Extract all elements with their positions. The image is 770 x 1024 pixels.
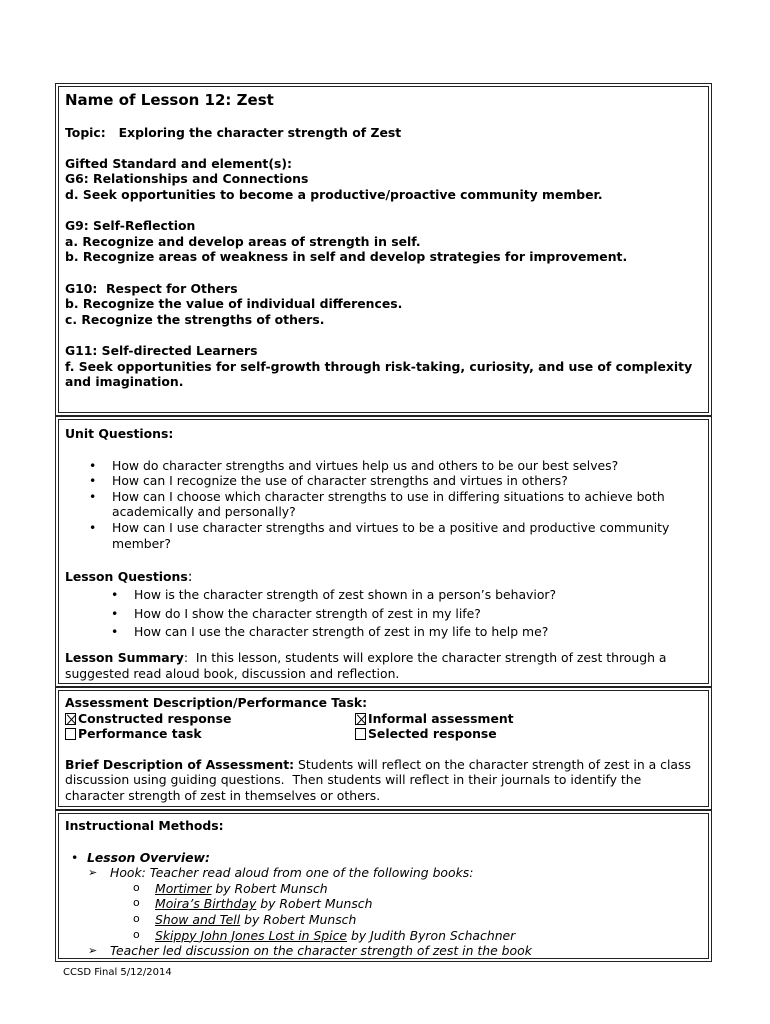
- checked-checkbox-icon[interactable]: [65, 713, 76, 725]
- assessment-heading: Assessment Description/Performance Task:: [65, 695, 368, 710]
- lesson-title: Name of Lesson 12: Zest: [65, 91, 274, 109]
- circle-bullet-icon: o: [133, 927, 140, 941]
- lesson-summary: [65, 650, 702, 681]
- checked-checkbox-icon[interactable]: [355, 713, 366, 725]
- lesson-topic: Topic: Exploring the character strength of Zest: [65, 124, 402, 140]
- lesson-question-item: • How is the character strength of zest shown in a person’s behavior?: [65, 586, 702, 605]
- lesson-info-inner: [58, 86, 709, 413]
- unit-questions-list: [65, 458, 702, 552]
- instructional-methods-inner: [58, 813, 709, 959]
- informal-assessment-option[interactable]: Informal assessment: [355, 711, 514, 727]
- hook-item: ➢ Hook: Teacher read aloud from one of the following books:: [88, 865, 474, 881]
- circle-bullet-icon: o: [133, 880, 140, 894]
- book-item: [65, 881, 702, 897]
- arrow-bullet-icon: ➢: [88, 944, 98, 958]
- g11-heading: G11: Self-directed Learners: [65, 342, 258, 358]
- instructional-methods-heading: Instructional Methods:: [65, 818, 224, 833]
- arrow-bullet-icon: ➢: [88, 866, 98, 880]
- page-footer: CCSD Final 5/12/2014: [63, 967, 172, 978]
- selected-response-option[interactable]: Selected response: [355, 726, 497, 742]
- lesson-questions-list: [65, 586, 702, 642]
- bullet-icon: •: [111, 605, 119, 621]
- instructional-methods-box: [55, 810, 712, 962]
- g10-element-b: b. Recognize the value of individual differences.: [65, 296, 403, 312]
- lesson-questions-heading: Lesson Questions: [65, 569, 188, 585]
- lesson-summary-text-cont: suggested read aloud book, discussion and reflection.: [65, 665, 400, 681]
- book-author: by Robert Munsch: [240, 911, 357, 927]
- g9-element-a: a. Recognize and develop areas of strength in self.: [65, 233, 421, 249]
- unit-question-item: • How can I recognize the use of character strengths and virtues in others?: [89, 473, 568, 489]
- bullet-icon: •: [71, 849, 79, 865]
- lesson-summary-label: Lesson Summary: [65, 650, 184, 666]
- brief-description-label: Brief Description of Assessment:: [65, 756, 295, 772]
- checkbox-icon[interactable]: [65, 728, 76, 740]
- lesson-overview-item: [65, 850, 702, 866]
- g11-block: [65, 343, 702, 390]
- g9-element-b: b. Recognize areas of weakness in self and develop strategies for improvement.: [65, 249, 628, 265]
- book-author: by Robert Munsch: [256, 896, 373, 912]
- questions-box: [55, 416, 712, 687]
- discussion-item: ➢ Teacher led discussion on the character strength of zest in the book: [88, 943, 532, 959]
- g11-element-f-cont: and imagination.: [65, 374, 184, 390]
- standards-heading: Gifted Standard and element(s):: [65, 155, 293, 171]
- lesson-info-box: [55, 83, 712, 416]
- lesson-summary-text: : In this lesson, students will explore the character strength of zest through a: [183, 650, 667, 666]
- g10-block: [65, 281, 702, 328]
- book-author: by Robert Munsch: [211, 880, 328, 896]
- bullet-icon: •: [111, 624, 119, 640]
- g10-heading: G10: Respect for Others: [65, 280, 238, 296]
- bullet-icon: •: [89, 488, 97, 504]
- unit-question-item: • How can I use character strengths and virtues to be a positive and productive community member?: [89, 519, 670, 551]
- brief-description-text-3: character strength of zest in themselves or others.: [65, 787, 381, 803]
- brief-description: [65, 757, 702, 804]
- unit-question-item: • How can I choose which character strengths to use in differing situations to achieve both academically and personally?: [89, 488, 665, 520]
- g10-element-c: c. Recognize the strengths of others.: [65, 311, 325, 327]
- standards-block: [65, 156, 702, 203]
- checkbox-icon[interactable]: [355, 728, 366, 740]
- bullet-icon: •: [89, 457, 97, 473]
- lesson-overview-label: Lesson Overview:: [87, 849, 210, 865]
- book-title: Moira’s Birthday: [155, 896, 257, 912]
- assessment-row-2: [65, 726, 702, 742]
- lesson-questions-heading-row: [65, 569, 702, 586]
- lesson-overview-list: [65, 850, 702, 959]
- book-title: Mortimer: [155, 880, 212, 896]
- book-item: [65, 912, 702, 928]
- circle-bullet-icon: o: [133, 911, 140, 925]
- bullet-icon: •: [111, 586, 119, 602]
- assessment-inner: [58, 690, 709, 807]
- assessment-box: [55, 687, 712, 810]
- bullet-icon: •: [89, 519, 97, 535]
- unit-question-item: • How do character strengths and virtues help us and others to be our best selves?: [89, 457, 619, 473]
- g9-block: [65, 218, 702, 265]
- g6-heading: G6: Relationships and Connections: [65, 171, 309, 187]
- brief-description-text: Students will reflect on the character strength of zest in a class: [294, 756, 691, 772]
- book-author: by Judith Byron Schachner: [347, 927, 516, 943]
- constructed-response-option[interactable]: Constructed response: [65, 711, 355, 727]
- assessment-row-1: [65, 711, 702, 727]
- lesson-questions-colon: :: [187, 569, 193, 586]
- book-item: [65, 928, 702, 944]
- g9-heading: G9: Self-Reflection: [65, 218, 196, 234]
- bullet-icon: •: [89, 473, 97, 489]
- performance-task-option[interactable]: Performance task: [65, 726, 355, 742]
- circle-bullet-icon: o: [133, 896, 140, 910]
- book-title: Show and Tell: [155, 911, 241, 927]
- book-item: [65, 896, 702, 912]
- unit-questions-heading: Unit Questions:: [65, 426, 174, 441]
- brief-description-text-2: discussion using guiding questions. Then students will reflect in their journals to identify the: [65, 772, 642, 788]
- questions-inner: [58, 419, 709, 684]
- lesson-question-item: • How do I show the character strength of zest in my life?: [65, 605, 702, 624]
- g6-element-d: d. Seek opportunities to become a productive/proactive community member.: [65, 186, 603, 202]
- lesson-question-item: • How can I use the character strength of zest in my life to help me?: [65, 623, 702, 642]
- book-title: Skippy John Jones Lost in Spice: [155, 927, 348, 943]
- g11-element-f: f. Seek opportunities for self-growth through risk-taking, curiosity, and use of complexity: [65, 358, 693, 374]
